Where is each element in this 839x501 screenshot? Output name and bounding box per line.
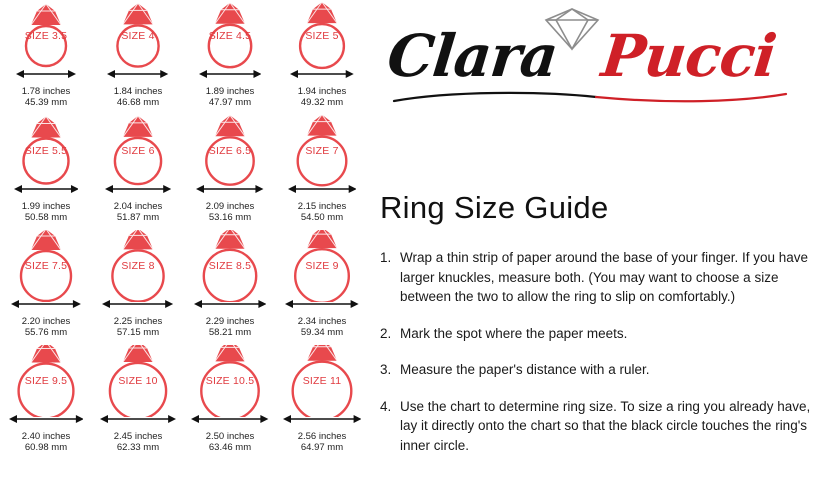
diameter-arrow-icon [92,183,184,199]
ring-inches: 2.15 inches [297,201,347,212]
ring-inches: 2.56 inches [297,431,347,442]
step-number: 4. [380,398,392,414]
ring-illustration [184,230,276,302]
ring-size-cell[interactable] [184,345,276,460]
ring-size-label: SIZE 3.5 [24,30,68,42]
ring-inches: 2.29 inches [205,316,255,327]
ring-dimensions [92,431,184,453]
ring-size-cell[interactable] [92,0,184,115]
ring-mm: 59.34 mm [300,327,344,338]
ring-dimensions [92,86,184,108]
ring-size-label: SIZE 8 [121,260,155,272]
list-item [380,324,830,344]
ring-mm: 50.58 mm [24,212,68,223]
ring-dimensions [276,316,368,338]
diameter-arrow-icon [0,68,92,84]
ring-size-cell[interactable] [0,345,92,460]
ring-size-label: SIZE 11 [302,375,342,387]
ring-inches: 1.78 inches [21,86,71,97]
ring-size-label: SIZE 7.5 [24,260,68,272]
ring-dimensions [0,431,92,453]
ring-dimensions [92,316,184,338]
ring-inches: 1.94 inches [297,86,347,97]
ring-illustration [184,345,276,417]
ring-dimensions [276,431,368,453]
ring-size-cell[interactable] [276,0,368,115]
ring-illustration [276,230,368,302]
diameter-arrow-icon [184,183,276,199]
ring-inches: 1.84 inches [113,86,163,97]
ring-inches: 2.25 inches [113,316,163,327]
ring-dimensions [0,86,92,108]
logo-swash [390,90,790,104]
ring-size-label: SIZE 6.5 [208,145,252,157]
ring-size-label: SIZE 9 [305,260,339,272]
ring-size-label: SIZE 10.5 [205,375,255,387]
ring-mm: 46.68 mm [116,97,160,108]
ring-inches: 2.34 inches [297,316,347,327]
diameter-arrow-icon [276,183,368,199]
ring-inches: 2.40 inches [21,431,71,442]
ring-inches: 1.99 inches [21,201,71,212]
ring-mm: 62.33 mm [116,442,160,453]
ring-size-cell[interactable] [0,230,92,345]
step-number: 3. [380,362,392,377]
ring-size-cell[interactable] [92,230,184,345]
ring-size-label: SIZE 5 [305,30,339,42]
guide-panel [372,0,839,501]
ring-mm: 45.39 mm [24,97,68,108]
ring-dimensions [0,316,92,338]
ring-dimensions [276,201,368,223]
instruction-list [380,248,830,472]
diameter-arrow-icon [92,413,184,429]
diameter-arrow-icon [0,413,92,429]
ring-size-cell[interactable] [276,115,368,230]
page-title: Ring Size Guide [380,190,609,225]
ring-illustration [276,0,368,72]
diameter-arrow-icon [276,413,368,429]
diameter-arrow-icon [184,298,276,314]
table-row [0,115,368,230]
ring-inches: 2.04 inches [113,201,163,212]
ring-illustration [184,0,276,72]
ring-mm: 64.97 mm [300,442,344,453]
ring-mm: 54.50 mm [300,212,344,223]
ring-mm: 60.98 mm [24,442,68,453]
step-text: Use the chart to determine ring size. To size a ring you already have, lay it directly onto the chart so that the black circle touches the ring's inner circle. [400,398,811,453]
ring-dimensions [0,201,92,223]
ring-size-cell[interactable] [184,230,276,345]
ring-size-label: SIZE 8.5 [208,260,252,272]
ring-size-cell[interactable] [184,115,276,230]
step-text: Measure the paper's distance with a ruler. [400,362,650,377]
ring-size-cell[interactable] [276,345,368,460]
ring-size-cell[interactable] [0,115,92,230]
ring-illustration [92,345,184,417]
ring-dimensions [184,201,276,223]
step-text: Mark the spot where the paper meets. [400,325,628,341]
diameter-arrow-icon [184,413,276,429]
list-item [380,360,830,380]
ring-size-cell[interactable] [92,115,184,230]
brand-name-first: Clara [384,22,561,90]
ring-illustration [92,0,184,72]
table-row [0,230,368,345]
ring-illustration [276,345,368,417]
ring-illustration [92,115,184,187]
ring-size-label: SIZE 10 [118,375,158,387]
ring-dimensions [184,86,276,108]
list-item [380,248,830,307]
ring-illustration [0,115,92,187]
ring-inches: 2.50 inches [205,431,255,442]
ring-illustration [0,0,92,72]
diameter-arrow-icon [276,298,368,314]
ring-inches: 1.89 inches [205,86,255,97]
ring-inches: 2.45 inches [113,431,163,442]
diameter-arrow-icon [184,68,276,84]
ring-mm: 55.76 mm [24,327,68,338]
ring-illustration [92,230,184,302]
ring-size-cell[interactable] [184,0,276,115]
brand-logo [380,4,839,112]
ring-size-label: SIZE 4.5 [208,30,252,42]
ring-illustration [0,230,92,302]
ring-inches: 2.09 inches [205,201,255,212]
ring-size-chart [0,0,368,501]
ring-mm: 53.16 mm [208,212,252,223]
ring-illustration [184,115,276,187]
ring-size-cell[interactable] [276,230,368,345]
diameter-arrow-icon [0,183,92,199]
diameter-arrow-icon [0,298,92,314]
table-row [0,0,368,115]
ring-size-cell[interactable] [0,0,92,115]
ring-illustration [276,115,368,187]
diameter-arrow-icon [92,298,184,314]
brand-name-second: Pucci [598,22,780,90]
ring-illustration [0,345,92,417]
ring-mm: 49.32 mm [300,97,344,108]
step-text: Wrap a thin strip of paper around the base of your finger. If you have larger knuckles, measure both. (You may want to choose a size between the two to allow the ring to slip on comfortably.) [400,250,808,304]
step-number: 1. [380,250,392,265]
ring-mm: 51.87 mm [116,212,160,223]
ring-dimensions [184,316,276,338]
ring-size-label: SIZE 7 [305,145,339,157]
ring-size-label: SIZE 5.5 [24,145,68,157]
ring-dimensions [92,201,184,223]
ring-size-label: SIZE 6 [121,145,155,157]
ring-size-cell[interactable] [92,345,184,460]
step-number: 2. [380,325,392,341]
ring-mm: 63.46 mm [208,442,252,453]
ring-size-label: SIZE 9.5 [24,375,68,387]
ring-mm: 57.15 mm [116,327,160,338]
table-row [0,345,368,460]
ring-inches: 2.20 inches [21,316,71,327]
ring-mm: 47.97 mm [208,97,252,108]
ring-dimensions [184,431,276,453]
ring-mm: 58.21 mm [208,327,252,338]
diameter-arrow-icon [92,68,184,84]
ring-size-label: SIZE 4 [121,30,155,42]
ring-dimensions [276,86,368,108]
list-item [380,397,830,456]
diameter-arrow-icon [276,68,368,84]
